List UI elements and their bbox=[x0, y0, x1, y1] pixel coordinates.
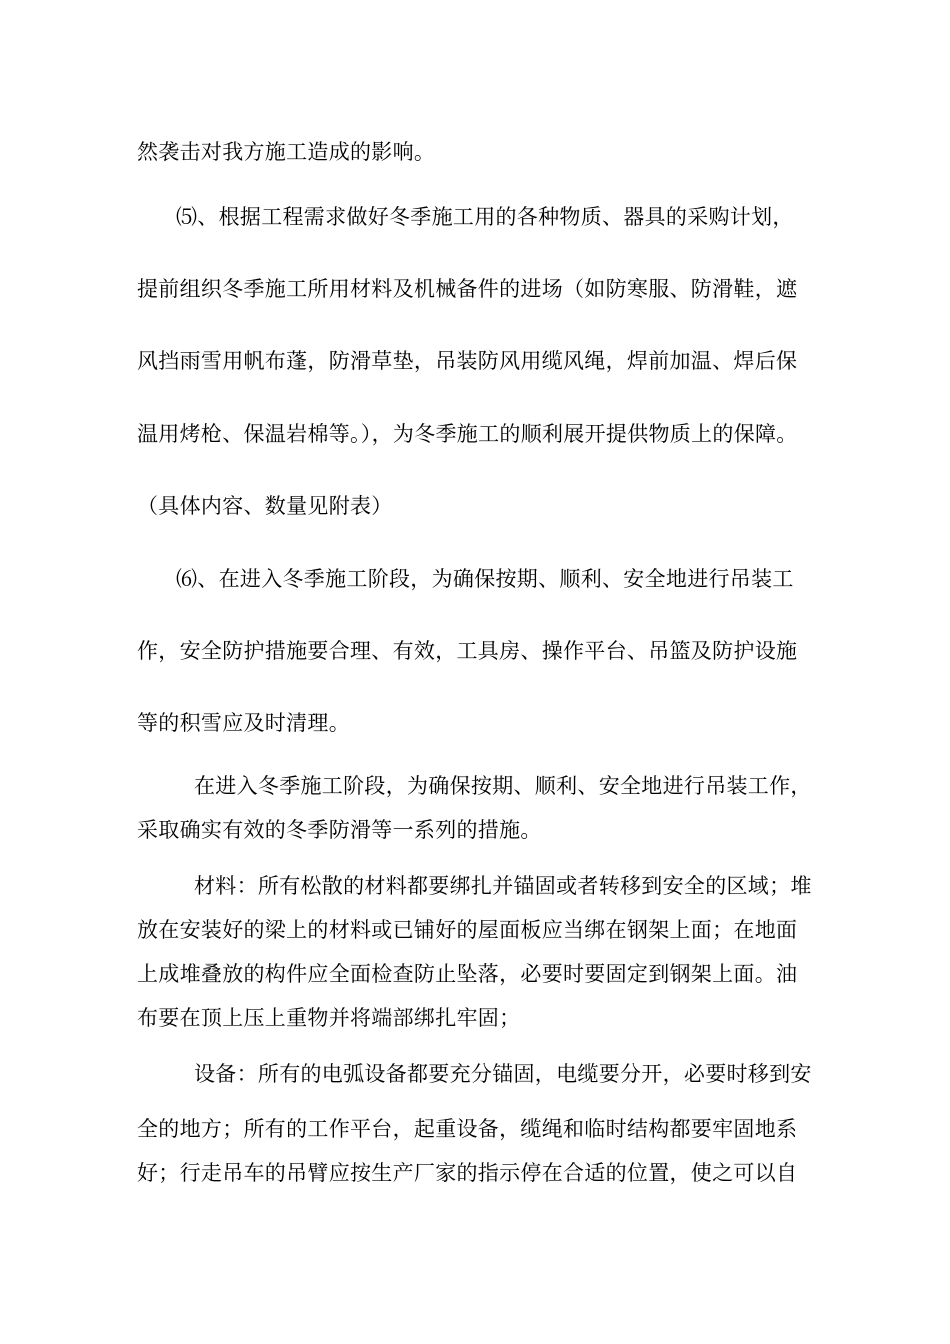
text-line: 设备：所有的电弧设备都要充分锚固，电缆要分开，必要时移到安 bbox=[194, 1062, 812, 1086]
text-line: 材料：所有松散的材料都要绑扎并锚固或者转移到安全的区域；堆 bbox=[194, 874, 812, 898]
text-line: 布要在顶上压上重物并将端部绑扎牢固； bbox=[137, 1006, 521, 1030]
text-line: 上成堆叠放的构件应全面检查防止坠落，必要时要固定到钢架上面。油 bbox=[137, 962, 798, 986]
text-line: 等的积雪应及时清理。 bbox=[137, 711, 350, 735]
text-line: ⑸、根据工程需求做好冬季施工用的各种物质、器具的采购计划， bbox=[176, 205, 794, 229]
text-line: 作，安全防护措施要合理、有效，工具房、操作平台、吊篮及防护设施 bbox=[137, 639, 798, 663]
text-line: 放在安装好的梁上的材料或已铺好的屋面板应当绑在钢架上面；在地面 bbox=[137, 918, 798, 942]
text-line: 提前组织冬季施工所用材料及机械备件的进场（如防寒服、防滑鞋，遮 bbox=[137, 277, 798, 301]
text-line: 然袭击对我方施工造成的影响。 bbox=[137, 140, 436, 164]
text-line: （具体内容、数量见附表） bbox=[137, 494, 393, 518]
text-line: 在进入冬季施工阶段，为确保按期、顺利、安全地进行吊装工作， bbox=[194, 774, 812, 798]
text-line: 好；行走吊车的吊臂应按生产厂家的指示停在合适的位置，使之可以自 bbox=[137, 1161, 798, 1185]
text-line: 风挡雨雪用帆布蓬，防滑草垫，吊装防风用缆风绳，焊前加温、焊后保 bbox=[137, 349, 798, 373]
text-line: 采取确实有效的冬季防滑等一系列的措施。 bbox=[137, 818, 542, 842]
text-line: ⑹、在进入冬季施工阶段，为确保按期、顺利、安全地进行吊装工 bbox=[176, 567, 794, 591]
text-line: 温用烤枪、保温岩棉等。），为冬季施工的顺利展开提供物质上的保障。 bbox=[137, 422, 798, 446]
text-line: 全的地方；所有的工作平台，起重设备，缆绳和临时结构都要牢固地系 bbox=[137, 1117, 798, 1141]
